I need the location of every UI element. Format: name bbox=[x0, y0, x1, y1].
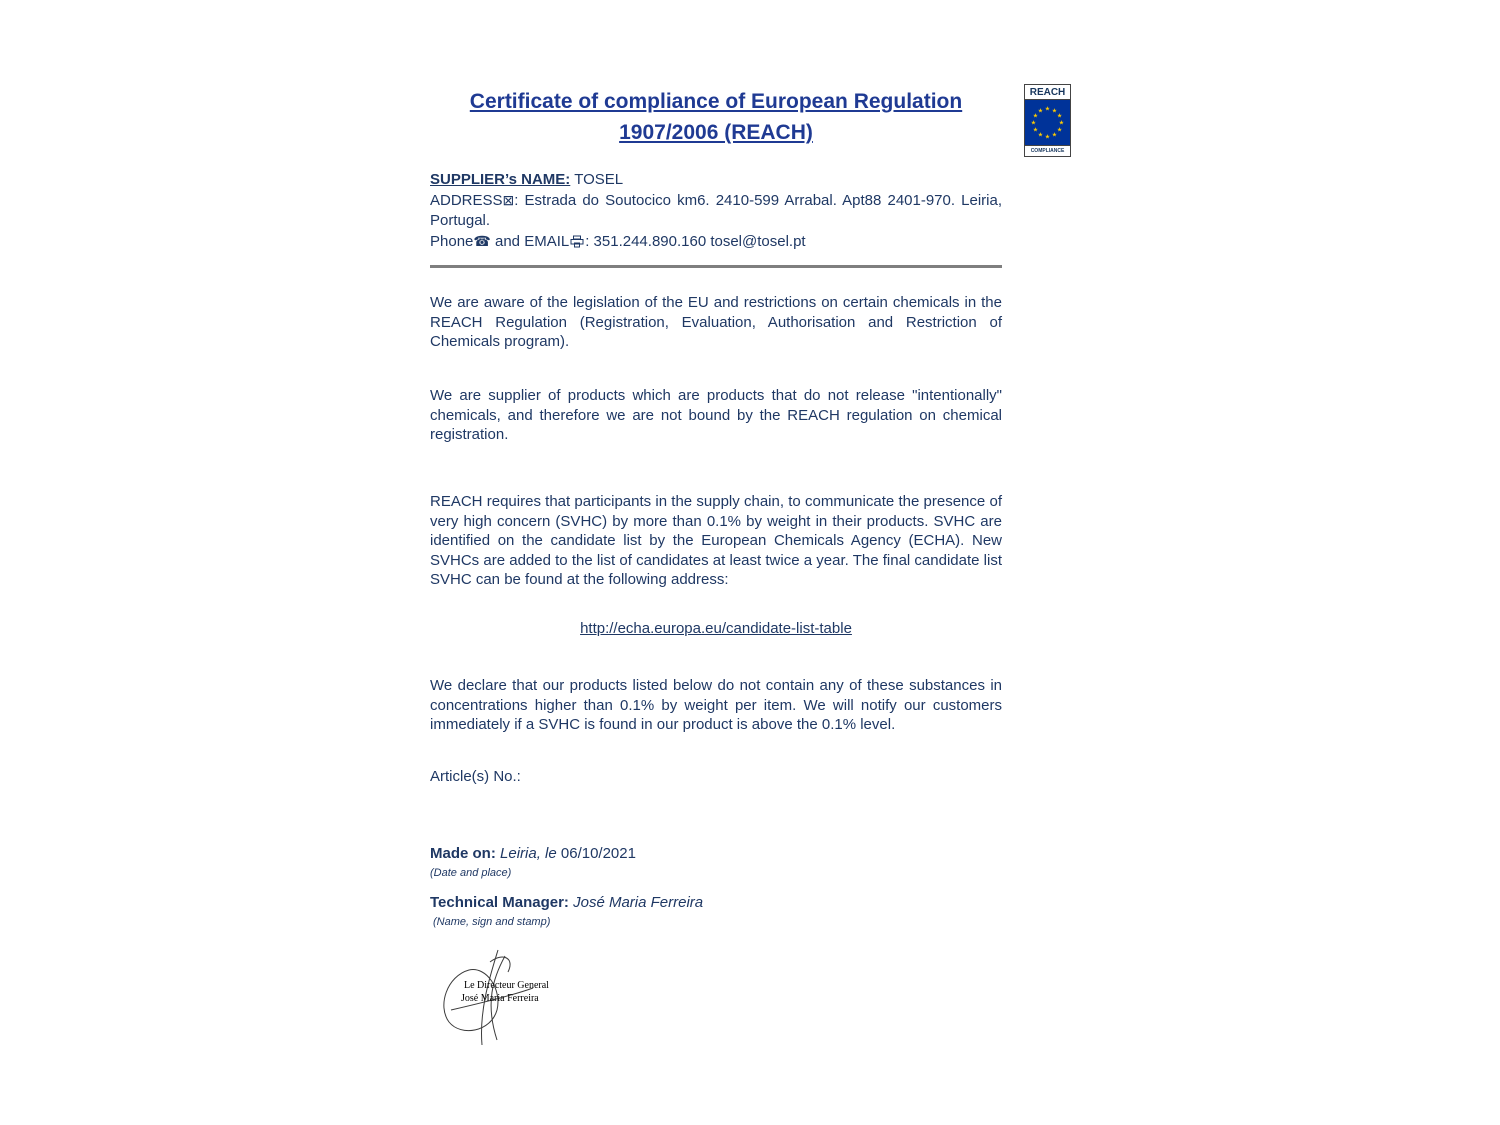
svg-text:★: ★ bbox=[1032, 112, 1039, 120]
made-on-label: Made on: bbox=[430, 845, 496, 862]
paragraph-declaration: We declare that our products listed below do not contain any of these substances in concentrations higher than 0.1% by weight per item. We will notify our customers immediately if a SVHC is found in our product is above the 0.1% level. bbox=[430, 677, 1002, 733]
supplier-block bbox=[430, 170, 1002, 252]
svg-text:★: ★ bbox=[1051, 131, 1058, 139]
title-line-2: 1907/2006 (REACH) bbox=[619, 121, 813, 144]
technical-manager-line bbox=[430, 894, 1002, 911]
section-divider bbox=[430, 265, 1002, 268]
date-place-note: (Date and place) bbox=[430, 867, 512, 879]
email-label: and EMAIL bbox=[495, 233, 570, 250]
svg-text:★: ★ bbox=[1037, 131, 1044, 139]
reach-logo-title: REACH bbox=[1025, 85, 1070, 100]
contact-value: : 351.244.890.160 tosel@tosel.pt bbox=[585, 233, 806, 250]
candidate-list-link-row bbox=[430, 620, 1002, 637]
made-on-line bbox=[430, 845, 1002, 862]
technical-manager-label: Technical Manager: bbox=[430, 894, 569, 911]
supplier-address-line bbox=[430, 190, 1002, 231]
svg-text:★: ★ bbox=[1032, 126, 1039, 134]
supplier-name-label: SUPPLIER’s NAME: bbox=[430, 171, 571, 188]
signature-title-text: Le Directeur General bbox=[464, 980, 549, 991]
phone-label: Phone bbox=[430, 233, 474, 250]
phone-icon: ☎ bbox=[473, 233, 491, 249]
paragraph-reach-awareness: We are aware of the legislation of the EU and restrictions on certain chemicals in the REACH Regulation (Registration, Evaluation, Authorisation and Restriction of Chemicals program). bbox=[430, 294, 1002, 350]
title-line-1: Certificate of compliance of European Regulation bbox=[469, 90, 963, 113]
signature-area bbox=[435, 948, 555, 1048]
page-title bbox=[430, 86, 1002, 148]
svg-text:★: ★ bbox=[1044, 105, 1051, 113]
reach-logo-compliance-label: COMPLIANCE bbox=[1025, 145, 1070, 156]
technical-manager-name: José Maria Ferreira bbox=[573, 894, 704, 911]
supplier-name-value: TOSEL bbox=[574, 171, 624, 188]
name-sign-stamp-note: (Name, sign and stamp) bbox=[433, 916, 551, 928]
svg-text:★: ★ bbox=[1058, 119, 1065, 127]
address-value: : Estrada do Soutocico km6. 2410-599 Arrabal. Apt88 2401-970. Leiria, Portugal. bbox=[430, 192, 1002, 229]
articles-label: Article(s) No.: bbox=[430, 768, 521, 785]
svg-text:★: ★ bbox=[1056, 126, 1063, 134]
svg-text:★: ★ bbox=[1030, 119, 1037, 127]
svg-text:★: ★ bbox=[1051, 107, 1058, 115]
paragraph-svhc-requirements: REACH requires that participants in the supply chain, to communicate the presence of very high concern (SVHC) by more than 0.1% by weight in their products. SVHC are identified on the candidate list by the European Chemicals Agency (ECHA). New SVHCs are added to the list of candidates at least twice a year. The final candidate list SVHC can be found at the following address: bbox=[430, 493, 1002, 588]
reach-compliance-logo bbox=[1024, 84, 1071, 157]
signature-name-text: José Maria Ferreira bbox=[461, 993, 539, 1004]
made-on-place: Leiria, le bbox=[500, 845, 557, 862]
paragraph-supplier-statement: We are supplier of products which are products that do not release "intentionally" chemicals, and therefore we are not bound by the REACH regulation on chemical registration. bbox=[430, 387, 1002, 443]
supplier-contact-line bbox=[430, 231, 1002, 252]
made-on-date: 06/10/2021 bbox=[560, 845, 636, 862]
eu-flag-icon bbox=[1025, 100, 1070, 145]
svg-text:★: ★ bbox=[1056, 112, 1063, 120]
svg-text:★: ★ bbox=[1037, 107, 1044, 115]
envelope-icon: ⊠ bbox=[502, 192, 515, 208]
supplier-name-line bbox=[430, 170, 1002, 190]
candidate-list-link[interactable]: http://echa.europa.eu/candidate-list-table bbox=[580, 620, 852, 637]
svg-text:★: ★ bbox=[1044, 133, 1051, 141]
address-label: ADDRESS bbox=[430, 192, 503, 209]
fax-icon bbox=[570, 235, 584, 248]
